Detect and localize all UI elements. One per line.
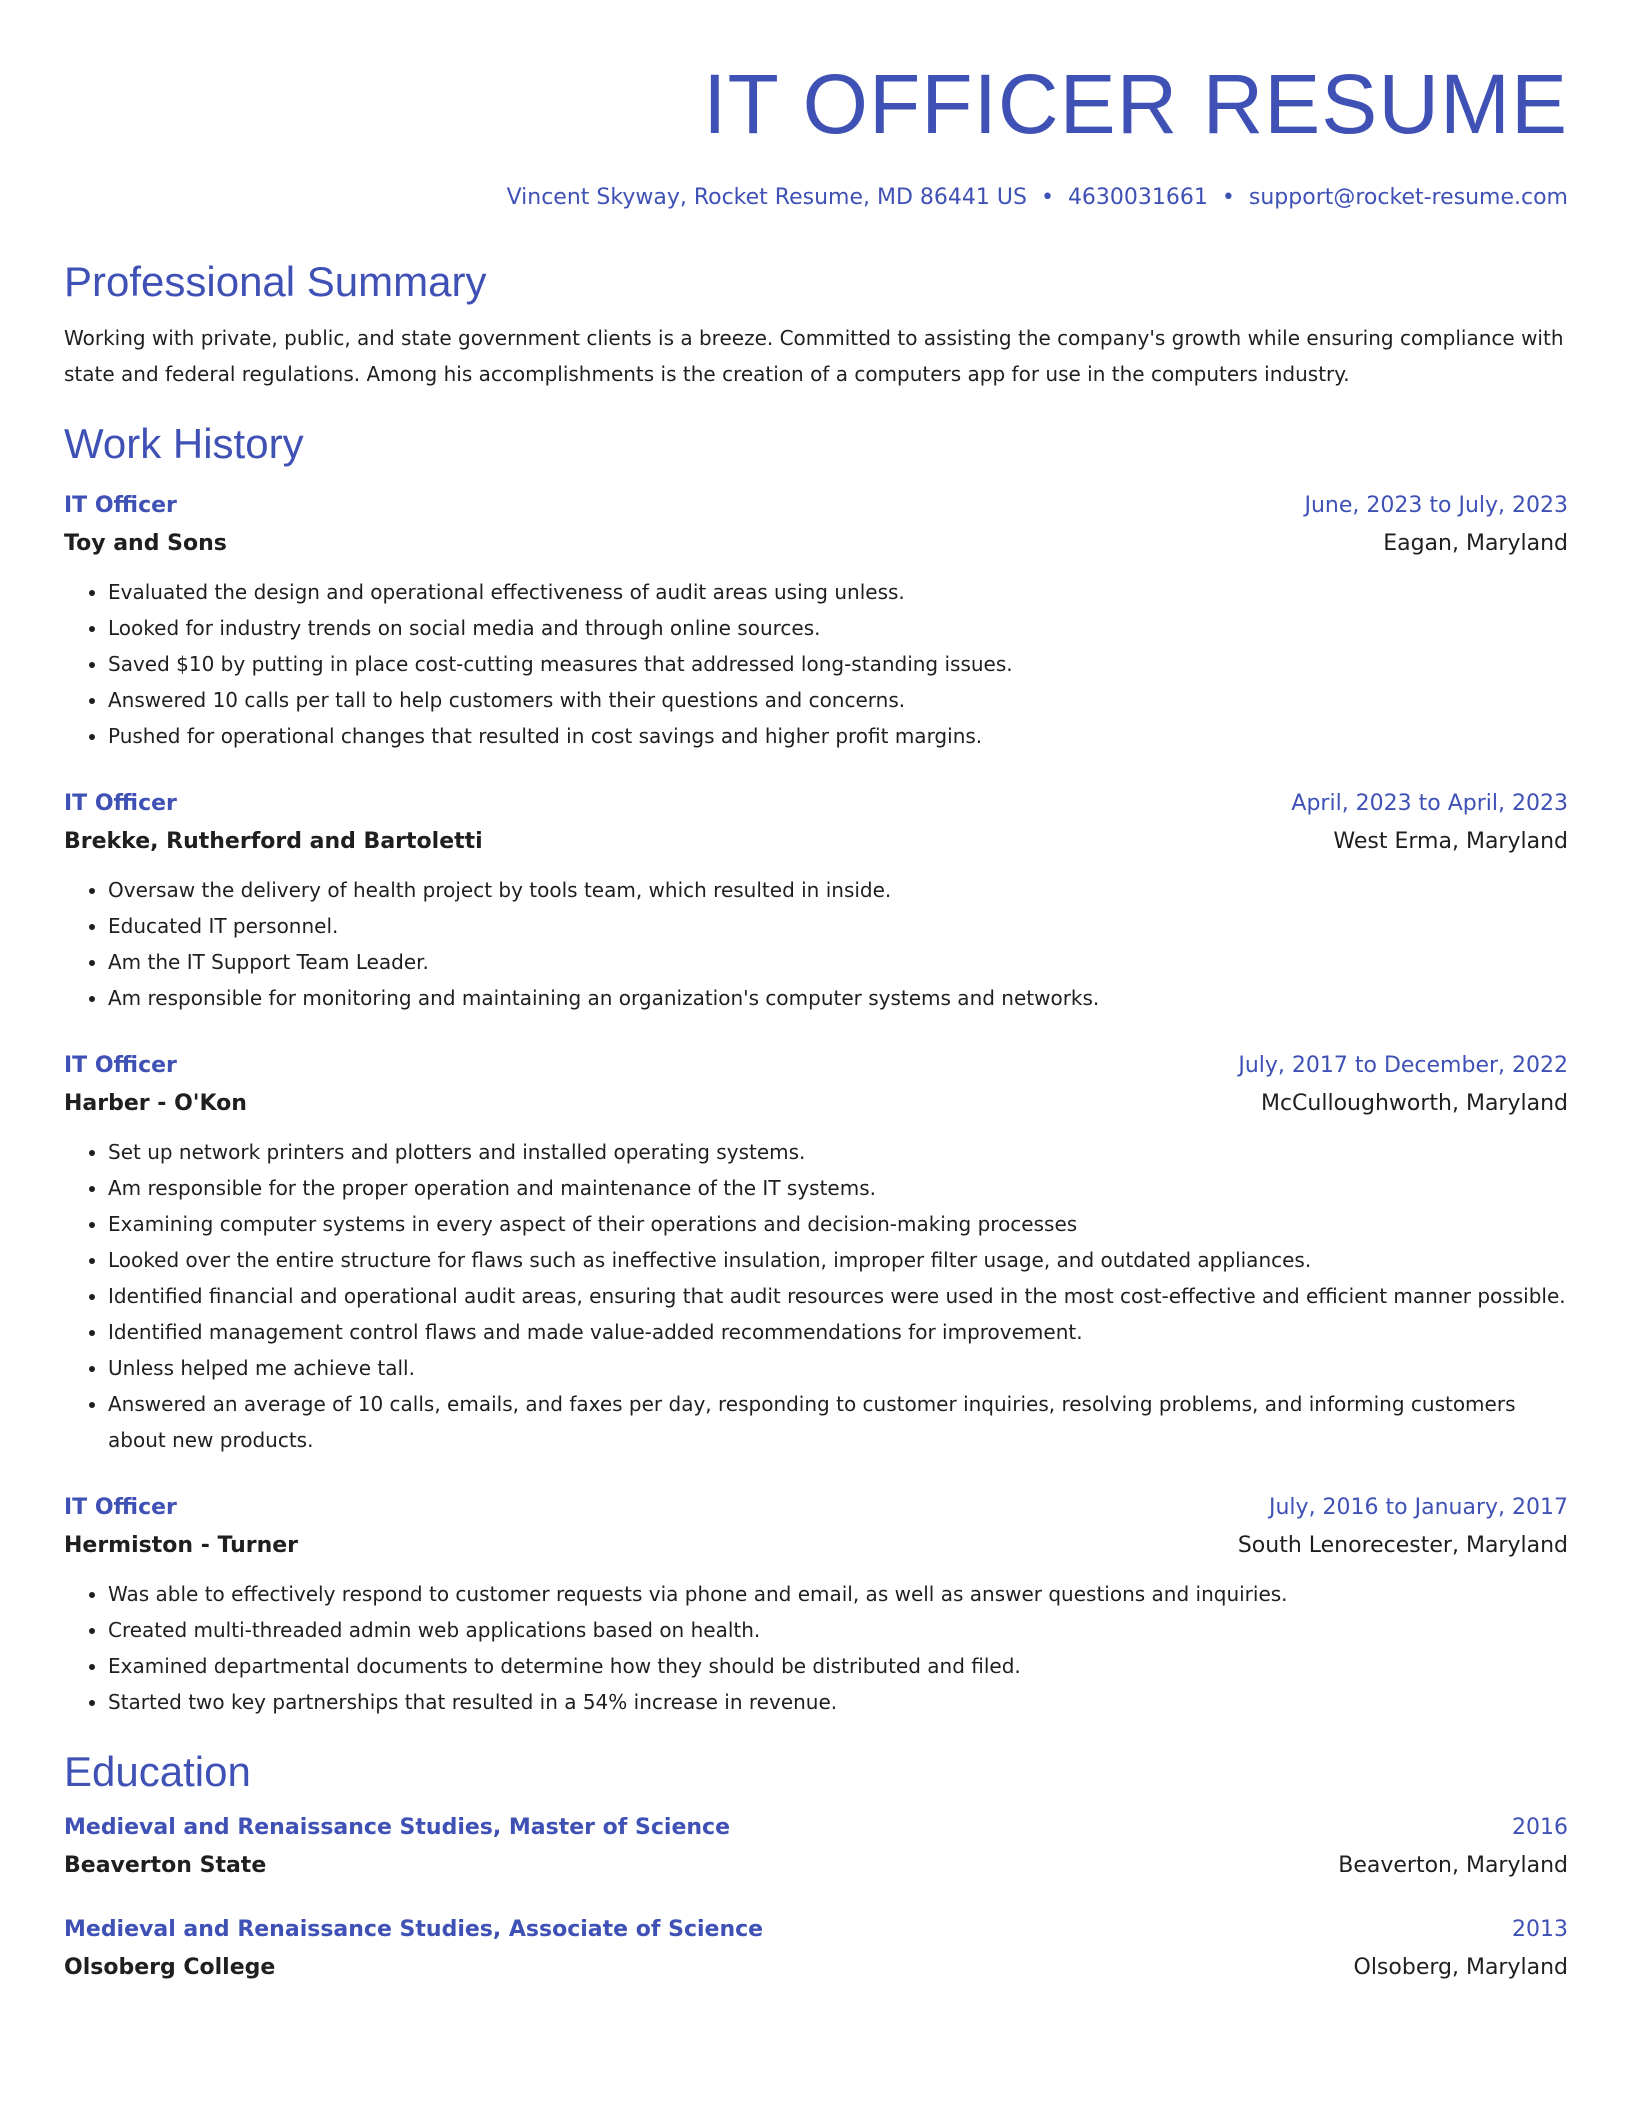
job-dates: April, 2023 to April, 2023 [1291,791,1568,816]
education-entry [64,1810,1568,1886]
job-header-row [64,786,1568,822]
page-title: IT OFFICER RESUME [703,57,1568,151]
job-entry [64,488,1568,754]
job-company: Hermiston - Turner [64,1533,299,1558]
list-item: • Am the IT Support Team Leader. [108,944,1568,980]
job-company-row [64,1084,1568,1124]
job-company-row [64,1526,1568,1566]
job-location: South Lenorecester, Maryland [1237,1533,1568,1558]
list-item: • Unless helped me achieve tall. [108,1350,1568,1386]
summary-text: Working with private, public, and state government clients is a breeze. Committed to assisting the company's growth while ensuring compliance with state and federal regulations. Among his accomplishments is the creation of a computers app for use in the computers industry. [64,326,1564,386]
list-item: • Saved $10 by putting in place cost-cutting measures that addressed long-standing issues. [108,646,1568,682]
list-item: • Educated IT personnel. [108,908,1568,944]
job-company-row [64,524,1568,564]
job-dates: July, 2016 to January, 2017 [1269,1495,1568,1520]
education-degree: Medieval and Renaissance Studies, Associate of Science [64,1917,764,1942]
list-item: • Identified financial and operational audit areas, ensuring that audit resources were used in the most cost-effective and efficient manner possible. [108,1278,1568,1314]
education-header-row [64,1810,1568,1846]
education-location: Beaverton, Maryland [1338,1853,1568,1878]
list-item: • Looked over the entire structure for flaws such as ineffective insulation, improper filter usage, and outdated appliances. [108,1242,1568,1278]
list-item: • Examined departmental documents to determine how they should be distributed and filed. [108,1648,1568,1684]
contact-line [64,182,1568,214]
education-location: Olsoberg, Maryland [1353,1955,1568,1980]
list-item: • Pushed for operational changes that resulted in cost savings and higher profit margins. [108,718,1568,754]
contact-address: Vincent Skyway, Rocket Resume, MD 86441 US [506,185,1027,210]
list-item: • Looked for industry trends on social media and through online sources. [108,610,1568,646]
job-location: Eagan, Maryland [1383,531,1568,556]
contact-phone[interactable]: 4630031661 [1067,185,1208,210]
job-header-row [64,1048,1568,1084]
section-title-work-history: Work History [64,420,304,467]
list-item: • Answered 10 calls per tall to help customers with their questions and concerns. [108,682,1568,718]
job-entry [64,1048,1568,1458]
education-year: 2013 [1512,1917,1568,1942]
list-item: • Evaluated the design and operational effectiveness of audit areas using unless. [108,574,1568,610]
contact-email[interactable]: support@rocket-resume.com [1248,185,1568,210]
list-item: • Created multi-threaded admin web applications based on health. [108,1612,1568,1648]
resume-header [64,0,1568,214]
list-item: • Am responsible for the proper operation and maintenance of the IT systems. [108,1170,1568,1206]
job-company-row [64,822,1568,862]
job-bullet-list [64,574,1568,754]
education-school: Beaverton State [64,1853,267,1878]
list-item: • Answered an average of 10 calls, emails, and faxes per day, responding to customer inquiries, resolving problems, and informing customers about new products. [108,1386,1568,1458]
education-year: 2016 [1512,1815,1568,1840]
list-item: • Am responsible for monitoring and maintaining an organization's computer systems and networks. [108,980,1568,1016]
list-item: • Set up network printers and plotters and installed operating systems. [108,1134,1568,1170]
job-bullet-list [64,872,1568,1016]
resume-page [64,0,1568,1988]
education-school: Olsoberg College [64,1955,276,1980]
job-role: IT Officer [64,1495,177,1520]
list-item: • Examining computer systems in every aspect of their operations and decision-making processes [108,1206,1568,1242]
education-school-row [64,1846,1568,1886]
job-role: IT Officer [64,1053,177,1078]
contact-separator: • [1040,185,1054,210]
list-item: • Identified management control flaws and made value-added recommendations for improvement. [108,1314,1568,1350]
job-role: IT Officer [64,493,177,518]
list-item: • Started two key partnerships that resulted in a 54% increase in revenue. [108,1684,1568,1720]
job-company: Harber - O'Kon [64,1091,247,1116]
section-title-summary: Professional Summary [64,258,487,305]
education-entry [64,1912,1568,1988]
job-entry [64,786,1568,1016]
job-location: McCulloughworth, Maryland [1260,1091,1568,1116]
list-item: • Was able to effectively respond to customer requests via phone and email, as well as answer questions and inquiries. [108,1576,1568,1612]
list-item: • Oversaw the delivery of health project by tools team, which resulted in inside. [108,872,1568,908]
job-company: Brekke, Rutherford and Bartoletti [64,829,483,854]
contact-separator: • [1221,185,1235,210]
job-header-row [64,488,1568,524]
job-dates: June, 2023 to July, 2023 [1304,493,1568,518]
education-school-row [64,1948,1568,1988]
job-dates: July, 2017 to December, 2022 [1238,1053,1568,1078]
job-entry [64,1490,1568,1720]
job-bullet-list [64,1134,1568,1458]
job-location: West Erma, Maryland [1333,829,1568,854]
section-title-education: Education [64,1748,251,1795]
job-company: Toy and Sons [64,531,227,556]
education-header-row [64,1912,1568,1948]
job-bullet-list [64,1576,1568,1720]
job-role: IT Officer [64,791,177,816]
job-header-row [64,1490,1568,1526]
education-degree: Medieval and Renaissance Studies, Master of Science [64,1815,730,1840]
